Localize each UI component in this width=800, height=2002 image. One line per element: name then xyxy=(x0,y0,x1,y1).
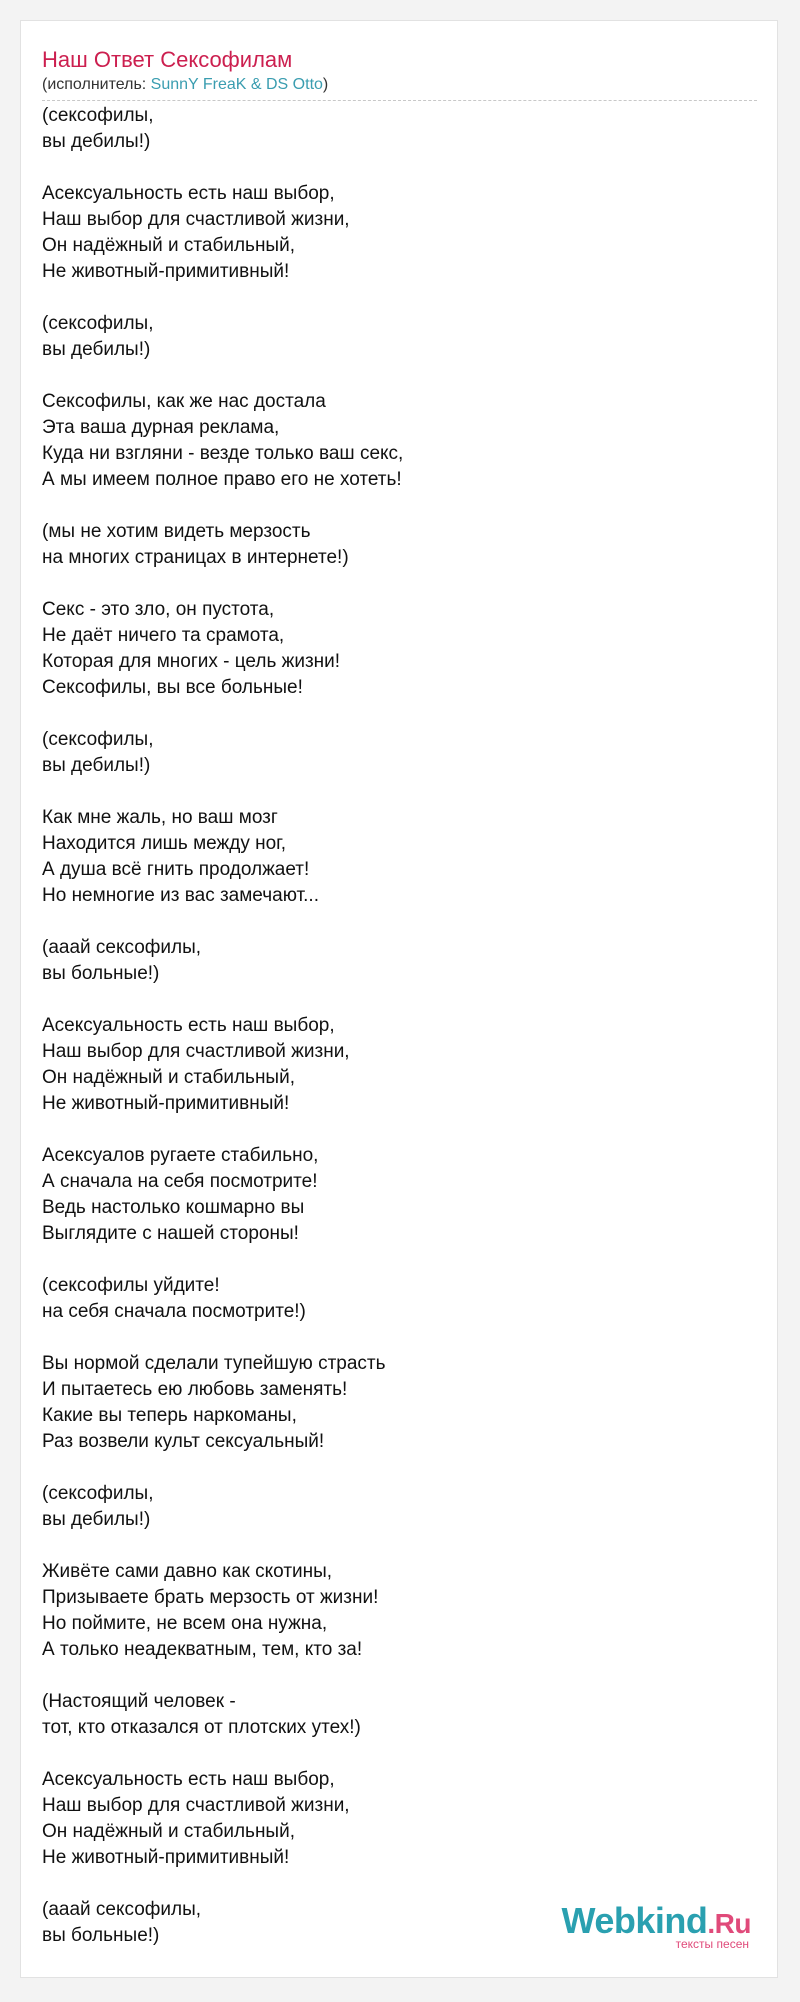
lyrics-line: Но поймите, не всем она нужна, xyxy=(42,1613,328,1634)
site-logo[interactable] xyxy=(562,1902,751,1951)
lyrics-line: Наш выбор для счастливой жизни, xyxy=(42,1795,350,1816)
lyrics-body xyxy=(42,103,757,1975)
artist-line xyxy=(42,75,328,95)
artist-suffix: ) xyxy=(322,76,329,93)
logo-tld: .Ru xyxy=(707,1908,751,1939)
lyrics-line: (сексофилы уйдите! xyxy=(42,1275,220,1296)
lyrics-line: Не животный-примитивный! xyxy=(42,1847,290,1868)
lyrics-line: Ведь настолько кошмарно вы xyxy=(42,1197,305,1218)
lyrics-line: Выглядите с нашей стороны! xyxy=(42,1223,299,1244)
lyrics-line: Как мне жаль, но ваш мозг xyxy=(42,807,278,828)
lyrics-line: А мы имеем полное право его не хотеть! xyxy=(42,469,402,490)
lyrics-line: на себя сначала посмотрите!) xyxy=(42,1301,306,1322)
lyrics-line: Он надёжный и стабильный, xyxy=(42,1067,295,1088)
lyrics-stanza xyxy=(42,1273,757,1325)
lyrics-stanza xyxy=(42,1351,757,1455)
lyrics-stanza xyxy=(42,597,757,701)
lyrics-stanza xyxy=(42,311,757,363)
lyrics-line: А сначала на себя посмотрите! xyxy=(42,1171,318,1192)
lyrics-card xyxy=(20,20,778,1978)
lyrics-line: Но немногие из вас замечают... xyxy=(42,885,319,906)
lyrics-line: Асексуальность есть наш выбор, xyxy=(42,1769,335,1790)
lyrics-line: вы дебилы!) xyxy=(42,755,151,776)
lyrics-line: Куда ни взгляни - везде только ваш секс, xyxy=(42,443,404,464)
lyrics-stanza xyxy=(42,389,757,493)
lyrics-stanza xyxy=(42,181,757,285)
lyrics-line: Наш выбор для счастливой жизни, xyxy=(42,209,350,230)
lyrics-line: И пытаетесь ею любовь заменять! xyxy=(42,1379,348,1400)
lyrics-stanza xyxy=(42,103,757,155)
lyrics-line: Какие вы теперь наркоманы, xyxy=(42,1405,297,1426)
lyrics-line: Не животный-примитивный! xyxy=(42,261,290,282)
lyrics-line: Секс - это зло, он пустота, xyxy=(42,599,275,620)
lyrics-line: Наш выбор для счастливой жизни, xyxy=(42,1041,350,1062)
lyrics-line: вы больные!) xyxy=(42,963,160,984)
lyrics-stanza xyxy=(42,1559,757,1663)
lyrics-stanza xyxy=(42,1481,757,1533)
lyrics-line: (сексофилы, xyxy=(42,729,154,750)
lyrics-line: Призываете брать мерзость от жизни! xyxy=(42,1587,379,1608)
lyrics-line: Не животный-примитивный! xyxy=(42,1093,290,1114)
lyrics-line: вы больные!) xyxy=(42,1925,160,1946)
lyrics-line: Не даёт ничего та срамота, xyxy=(42,625,285,646)
lyrics-stanza xyxy=(42,805,757,909)
lyrics-line: Которая для многих - цель жизни! xyxy=(42,651,341,672)
lyrics-line: тот, кто отказался от плотских утех!) xyxy=(42,1717,361,1738)
lyrics-line: Он надёжный и стабильный, xyxy=(42,235,295,256)
lyrics-line: Находится лишь между ног, xyxy=(42,833,287,854)
lyrics-line: (сексофилы, xyxy=(42,1483,154,1504)
logo-subtitle: тексты песен xyxy=(675,1937,749,1951)
lyrics-line: А только неадекватным, тем, кто за! xyxy=(42,1639,363,1660)
lyrics-line: (сексофилы, xyxy=(42,313,154,334)
lyrics-stanza xyxy=(42,1689,757,1741)
lyrics-line: Асексуальность есть наш выбор, xyxy=(42,183,335,204)
lyrics-line: Раз возвели культ сексуальный! xyxy=(42,1431,325,1452)
lyrics-line: Асексуалов ругаете стабильно, xyxy=(42,1145,319,1166)
lyrics-line: (сексофилы, xyxy=(42,105,154,126)
lyrics-line: Вы нормой сделали тупейшую страсть xyxy=(42,1353,386,1374)
lyrics-line: на многих страницах в интернете!) xyxy=(42,547,349,568)
lyrics-line: (ааай сексофилы, xyxy=(42,1899,202,1920)
lyrics-line: А душа всё гнить продолжает! xyxy=(42,859,310,880)
lyrics-line: Живёте сами давно как скотины, xyxy=(42,1561,333,1582)
lyrics-stanza xyxy=(42,1143,757,1247)
lyrics-line: Он надёжный и стабильный, xyxy=(42,1821,295,1842)
lyrics-line: (мы не хотим видеть мерзость xyxy=(42,521,311,542)
lyrics-stanza xyxy=(42,1767,757,1871)
lyrics-line: (ааай сексофилы, xyxy=(42,937,202,958)
lyrics-line: вы дебилы!) xyxy=(42,1509,151,1530)
lyrics-line: Сексофилы, как же нас достала xyxy=(42,391,326,412)
lyrics-line: вы дебилы!) xyxy=(42,131,151,152)
lyrics-stanza xyxy=(42,727,757,779)
lyrics-stanza xyxy=(42,519,757,571)
artist-prefix: (исполнитель: xyxy=(42,76,151,93)
lyrics-line: вы дебилы!) xyxy=(42,339,151,360)
artist-link[interactable]: SunnY FreaK & DS Otto xyxy=(150,76,323,93)
logo-main-text: Webkind xyxy=(561,1900,708,1941)
lyrics-stanza xyxy=(42,1013,757,1117)
lyrics-line: (Настоящий человек - xyxy=(42,1691,236,1712)
lyrics-line: Сексофилы, вы все больные! xyxy=(42,677,303,698)
lyrics-stanza xyxy=(42,935,757,987)
lyrics-line: Эта ваша дурная реклама, xyxy=(42,417,280,438)
song-title: Наш Ответ Сексофилам xyxy=(42,47,293,72)
header-divider xyxy=(42,100,757,101)
lyrics-line: Асексуальность есть наш выбор, xyxy=(42,1015,335,1036)
